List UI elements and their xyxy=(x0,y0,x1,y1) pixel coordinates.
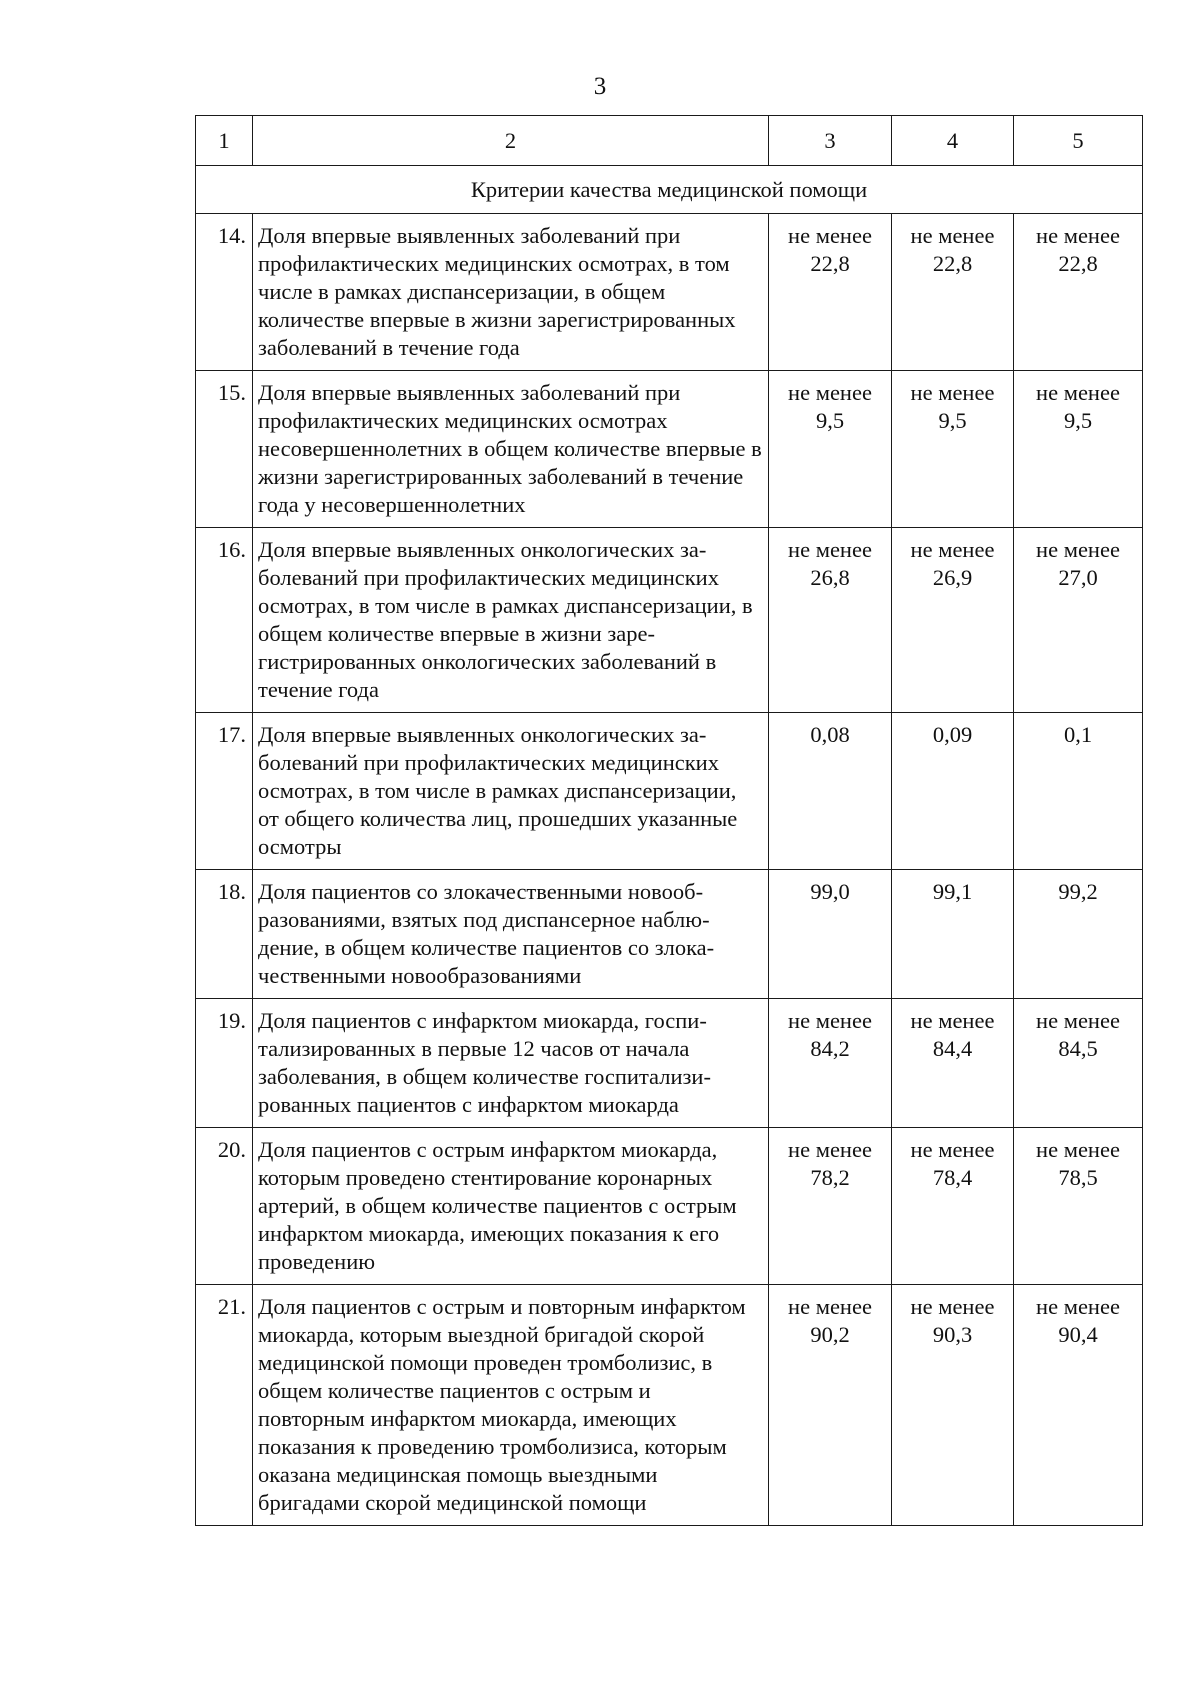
table-row xyxy=(196,214,1143,371)
value-prefix: не менее xyxy=(910,380,995,405)
criterion-description: Доля впервые выявленных онкологических заболеваний при профилактических медицинских осмотрах, в том числе в рамках диспансеризации, от общего количества лиц, прошедших указанные осмотры xyxy=(253,713,769,870)
value-number: 22,8 xyxy=(810,251,850,276)
target-value-col-3 xyxy=(769,371,892,528)
value-prefix: не менее xyxy=(910,223,995,248)
value-prefix: не менее xyxy=(1036,1294,1120,1319)
row-number: 16. xyxy=(196,528,253,713)
criterion-description: Доля впервые выявленных онкологических заболеваний при профилактических медицинских осмотрах, в том числе в рамках диспансеризации, в общем количестве впервые в жизни зарегистрированных онкологических заболеваний в течение года xyxy=(253,528,769,713)
target-value-col-4 xyxy=(892,528,1014,713)
target-value-col-4 xyxy=(892,999,1014,1128)
row-number: 18. xyxy=(196,870,253,999)
target-value-col-4 xyxy=(892,1285,1014,1526)
value-number: 22,8 xyxy=(1058,251,1098,276)
value-number: 84,4 xyxy=(932,1036,973,1061)
target-value-col-4 xyxy=(892,371,1014,528)
table-row xyxy=(196,528,1143,713)
table-row xyxy=(196,870,1143,999)
header-cell-2: 2 xyxy=(253,116,769,166)
value-prefix: не менее xyxy=(788,1294,872,1319)
target-value-col-3 xyxy=(769,1128,892,1285)
row-number: 15. xyxy=(196,371,253,528)
value-prefix: не менее xyxy=(1036,537,1120,562)
page-number: 3 xyxy=(593,73,607,100)
value-number: 9,5 xyxy=(815,408,845,433)
table-row xyxy=(196,713,1143,870)
value-number: 26,9 xyxy=(932,565,973,590)
table-row xyxy=(196,371,1143,528)
table-row xyxy=(196,999,1143,1128)
target-value-col-4 xyxy=(892,214,1014,371)
row-number: 14. xyxy=(196,214,253,371)
value-number: 99,1 xyxy=(932,879,973,904)
row-number: 19. xyxy=(196,999,253,1128)
value-prefix: не менее xyxy=(1036,1008,1120,1033)
value-prefix: не менее xyxy=(788,223,872,248)
target-value-col-3 xyxy=(769,214,892,371)
criterion-description: Доля впервые выявленных заболеваний при профилактических медицинских осмотрах несовершеннолетних в общем количестве впервые в жизни зарегистрированных заболеваний в течение года у несовершеннолетних xyxy=(253,371,769,528)
target-value-col-3 xyxy=(769,713,892,870)
quality-criteria-table xyxy=(195,115,1143,1526)
target-value-col-4 xyxy=(892,1128,1014,1285)
header-cell-4: 4 xyxy=(892,116,1014,166)
value-prefix: не менее xyxy=(1036,1137,1120,1162)
table-header-row xyxy=(196,116,1143,166)
criterion-description: Доля пациентов с острым инфарктом миокарда, которым проведено стентирование коронарных артерий, в общем количестве пациентов с острым инфарктом миокарда, имеющих показания к его проведению xyxy=(253,1128,769,1285)
value-number: 84,5 xyxy=(1058,1036,1098,1061)
target-value-col-4 xyxy=(892,870,1014,999)
value-prefix: не менее xyxy=(788,1137,872,1162)
target-value-col-5 xyxy=(1014,214,1143,371)
value-number: 90,3 xyxy=(932,1322,973,1347)
value-number: 0,1 xyxy=(1063,722,1093,747)
value-number: 78,5 xyxy=(1058,1165,1098,1190)
target-value-col-5 xyxy=(1014,870,1143,999)
value-number: 99,2 xyxy=(1058,879,1098,904)
value-prefix: не менее xyxy=(910,1008,995,1033)
value-prefix: не менее xyxy=(1036,223,1120,248)
value-number: 90,2 xyxy=(810,1322,850,1347)
row-number: 21. xyxy=(196,1285,253,1526)
header-cell-3: 3 xyxy=(769,116,892,166)
value-number: 84,2 xyxy=(810,1036,850,1061)
target-value-col-5 xyxy=(1014,713,1143,870)
target-value-col-5 xyxy=(1014,1128,1143,1285)
value-number: 0,08 xyxy=(810,722,850,747)
criterion-description: Доля пациентов со злокачественными новообразованиями, взятых под диспансерное наблюдение, в общем количестве пациентов со злокачественными новообразованиями xyxy=(253,870,769,999)
section-title-row xyxy=(196,166,1143,214)
value-prefix: не менее xyxy=(1036,380,1120,405)
value-number: 0,09 xyxy=(932,722,973,747)
value-prefix: не менее xyxy=(788,537,872,562)
table-row xyxy=(196,1285,1143,1526)
value-number: 26,8 xyxy=(810,565,850,590)
value-number: 78,2 xyxy=(810,1165,850,1190)
target-value-col-5 xyxy=(1014,999,1143,1128)
table-row xyxy=(196,1128,1143,1285)
criterion-description: Доля впервые выявленных заболеваний при профилактических медицинских осмотрах, в том числе в рамках диспансеризации, в общем количестве впервые в жизни зарегистрированных заболеваний в течение года xyxy=(253,214,769,371)
value-prefix: не менее xyxy=(910,1137,995,1162)
value-number: 99,0 xyxy=(810,879,850,904)
value-prefix: не менее xyxy=(910,537,995,562)
value-number: 90,4 xyxy=(1058,1322,1098,1347)
target-value-col-4 xyxy=(892,713,1014,870)
value-number: 27,0 xyxy=(1058,565,1098,590)
header-cell-5: 5 xyxy=(1014,116,1143,166)
target-value-col-5 xyxy=(1014,371,1143,528)
criterion-description: Доля пациентов с инфарктом миокарда, госпитализированных в первые 12 часов от начала заболевания, в общем количестве госпитализированных пациентов с инфарктом миокарда xyxy=(253,999,769,1128)
header-cell-1: 1 xyxy=(196,116,253,166)
target-value-col-5 xyxy=(1014,1285,1143,1526)
value-number: 9,5 xyxy=(938,408,967,433)
value-prefix: не менее xyxy=(910,1294,995,1319)
target-value-col-3 xyxy=(769,870,892,999)
value-prefix: не менее xyxy=(788,1008,872,1033)
value-number: 9,5 xyxy=(1063,408,1093,433)
row-number: 20. xyxy=(196,1128,253,1285)
value-prefix: не менее xyxy=(788,380,872,405)
target-value-col-5 xyxy=(1014,528,1143,713)
value-number: 22,8 xyxy=(932,251,973,276)
section-title: Критерии качества медицинской помощи xyxy=(196,166,1143,214)
criterion-description: Доля пациентов с острым и повторным инфарктом миокарда, которым выездной бригадой скорой медицинской помощи проведен тромболизис, в общем количестве пациентов с острым и повторным инфарктом миокарда, имеющих показания к проведению тромболизиса, которым оказана медицинская помощь выездными бригадами скорой медицинской помощи xyxy=(253,1285,769,1526)
row-number: 17. xyxy=(196,713,253,870)
target-value-col-3 xyxy=(769,999,892,1128)
value-number: 78,4 xyxy=(932,1165,973,1190)
target-value-col-3 xyxy=(769,1285,892,1526)
target-value-col-3 xyxy=(769,528,892,713)
